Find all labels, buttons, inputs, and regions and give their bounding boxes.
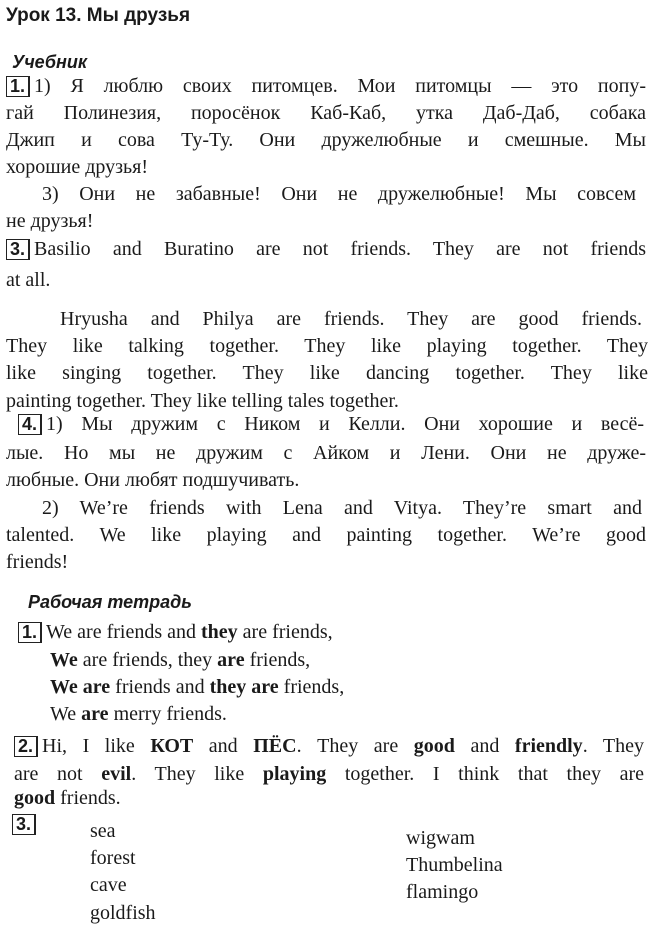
textbook-ex3-line [6,237,646,261]
textbook-ex1-line: хорошие друзья! [6,156,149,178]
bold-text: are [217,649,245,671]
exercise-number: 1. [18,622,42,643]
textbook-heading: Учебник [12,52,88,72]
textbook-ex4-line: 2) We’re friends with Lena and Vitya. They’re smart and [42,497,642,519]
textbook-ex3-line: Hryusha and Philya are friends. They are good friends. [60,308,642,330]
workbook-ex2-line [14,762,644,786]
textbook-ex4-line: friends! [6,551,69,573]
text-run: merry friends. [108,703,227,725]
textbook-ex4-line: любные. Они любят подшучивать. [6,469,300,491]
workbook-ex2-line [14,786,654,810]
workbook-ex1-line [50,675,661,699]
word-item: Thumbelina [406,854,503,876]
text-run: are not [14,763,102,785]
text-run: We [50,703,82,725]
workbook-ex2-line [14,734,644,758]
textbook-ex3-line: painting together. They like telling tales together. [6,390,399,412]
exercise-number: 1. [6,76,30,97]
text-run: and [193,735,254,757]
exercise-number: 4. [18,414,42,435]
workbook-heading: Рабочая тетрадь [28,592,192,612]
bold-text: evil [101,763,132,785]
text-run: and [454,735,515,757]
word-item: sea [90,820,116,842]
bold-text: they [201,621,238,643]
word-item: flamingo [406,881,479,903]
bold-text: ПЁС [253,735,297,757]
bold-text: good [14,787,56,809]
bold-text: playing [262,763,327,785]
bold-text: We [50,649,78,671]
workbook-ex1-line [50,648,661,672]
text-run: are friends, [237,621,333,643]
text-run: . They are [296,735,414,757]
textbook-ex4-line: talented. We like playing and painting together. We’re good [6,524,646,546]
bold-text: they are [209,676,279,698]
text-line: 1) Я люблю своих питомцев. Мои питомцы — это попу- [34,75,646,97]
text-run: friends, [278,676,345,698]
bold-text: КОТ [150,735,194,757]
text-run: are friends, they [77,649,218,671]
bold-text: good [413,735,455,757]
textbook-ex1-line: гай Полинезия, поросёнок Каб-Каб, утка Даб-Даб, собака [6,102,646,124]
textbook-ex1-line: не друзья! [6,210,94,232]
word-item: wigwam [406,827,475,849]
text-run: We are friends and [46,621,201,643]
text-run: together. I think that they are [326,763,644,785]
workbook-ex3-number-line [12,812,72,836]
exercise-number: 3. [6,239,30,260]
textbook-ex3-line: They like talking together. They like playing together. They [6,335,648,357]
textbook-ex4-line [18,412,644,436]
bold-text: friendly [514,735,583,757]
workbook-ex1-line [50,702,661,726]
textbook-ex1-line [6,74,646,98]
textbook-ex3-line: at all. [6,269,51,291]
bold-text: are [81,703,109,725]
text-run: friends and [110,676,210,698]
text-run: . They [582,735,644,757]
textbook-ex4-line: лые. Но мы не дружим с Айком и Лени. Они не друже- [6,442,646,464]
text-run: friends, [244,649,311,671]
word-item: forest [90,847,136,869]
textbook-ex1-line: Джип и сова Ту-Ту. Они дружелюбные и смешные. Мы [6,129,646,151]
text-run: . They like [131,763,263,785]
text-line: Basilio and Buratino are not friends. They are not friends [34,238,646,260]
workbook-ex1-line [18,620,658,644]
lesson-title: Урок 13. Мы друзья [6,5,191,26]
bold-text: We are [50,676,111,698]
text-run: Hi, I like [42,735,151,757]
text-run: friends. [55,787,121,809]
word-item: cave [90,874,127,896]
textbook-ex3-line: like singing together. They like dancing together. They like [6,362,648,384]
word-item: goldfish [90,902,156,924]
text-line: 1) Мы дружим с Ником и Келли. Они хорошие и весё- [46,413,644,435]
textbook-ex1-line: 3) Они не забавные! Они не дружелюбные! Мы совсем [42,183,636,205]
exercise-number: 2. [14,736,38,757]
exercise-number: 3. [12,814,36,835]
